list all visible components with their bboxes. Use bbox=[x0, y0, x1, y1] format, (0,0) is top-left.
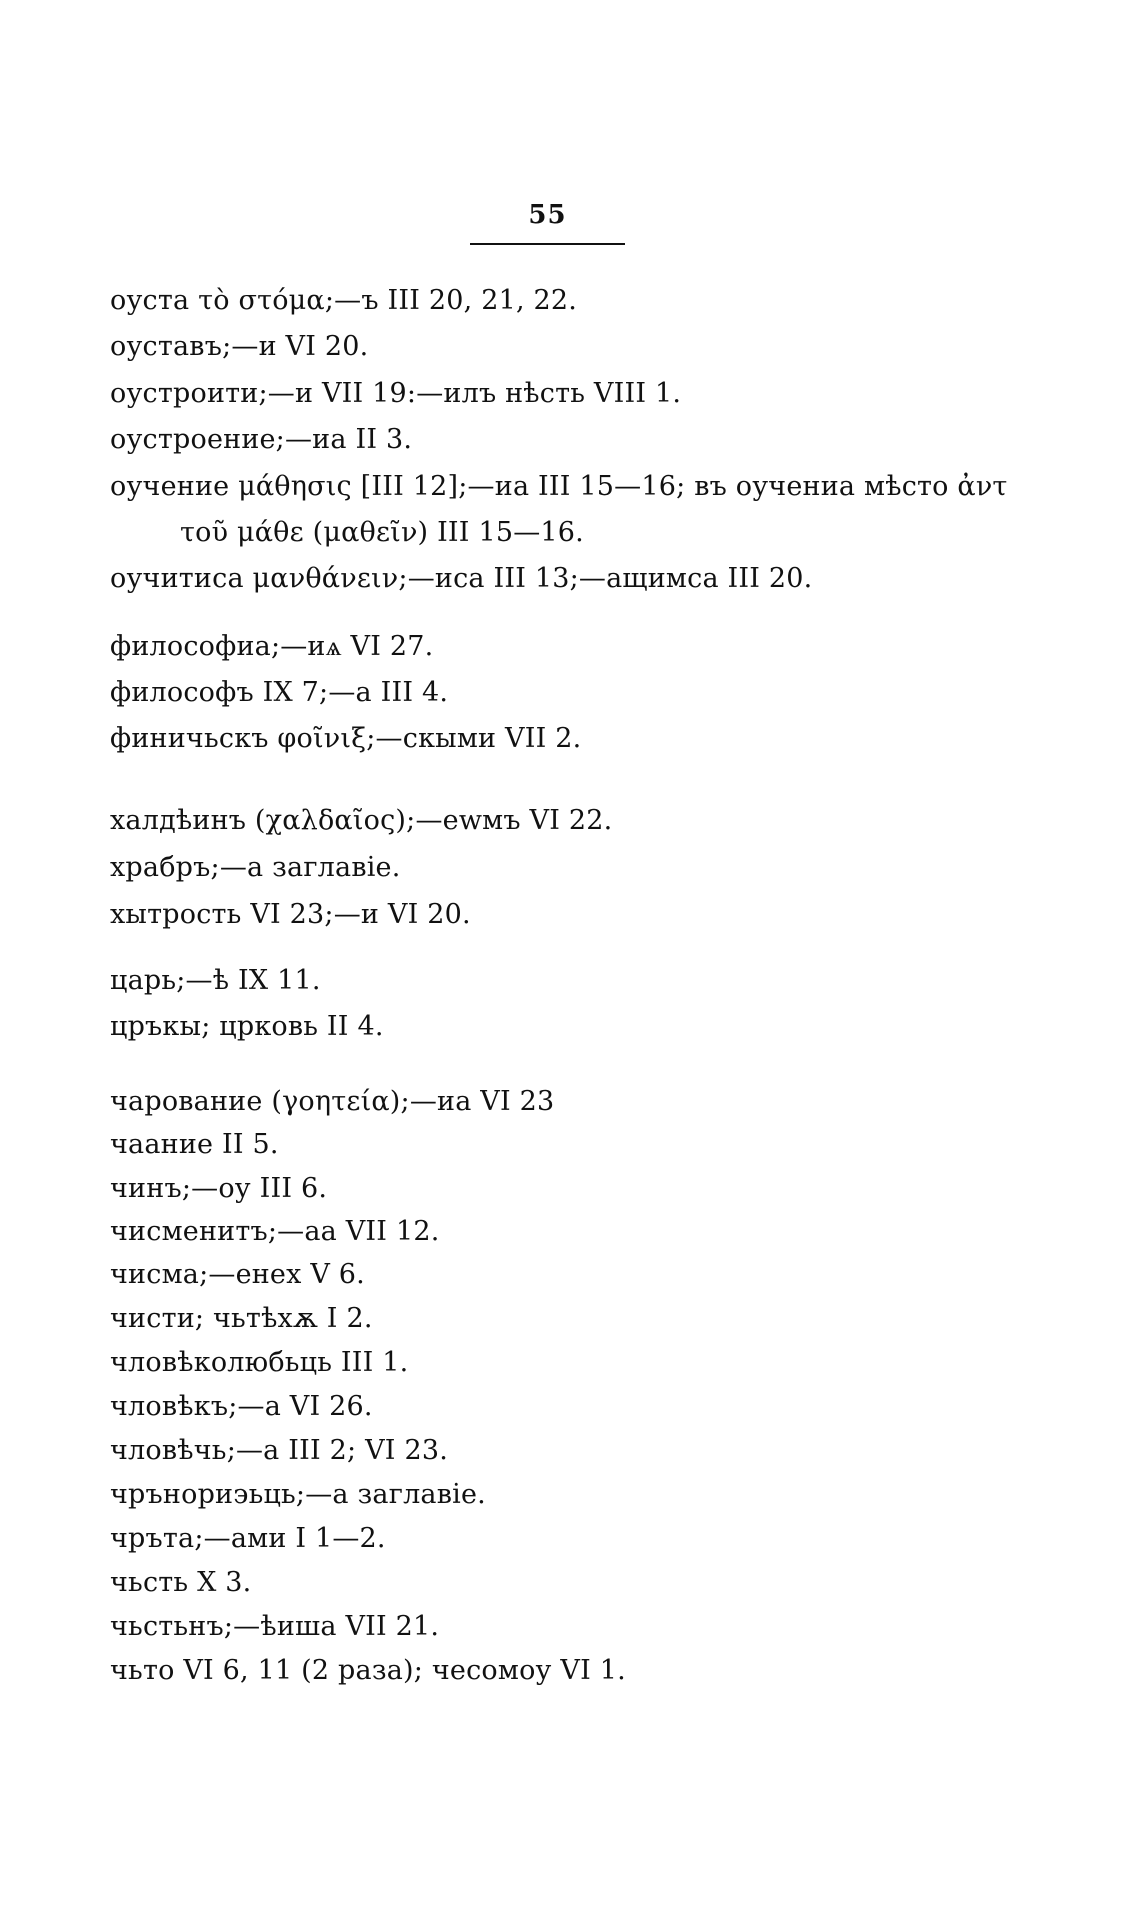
glossary-entry: чловѣколюбьць III 1. bbox=[110, 1347, 409, 1378]
glossary-entry: чарование (γοητεία);—иа VI 23 bbox=[110, 1086, 555, 1117]
glossary-entry: чьсть X 3. bbox=[110, 1567, 252, 1598]
glossary-entry: оучение μάθησις [III 12];—иа III 15—16; въ оучениа мѣсто ἀντ bbox=[110, 471, 1008, 502]
glossary-entry: чаание II 5. bbox=[110, 1129, 279, 1160]
glossary-entry-continuation: τοῦ μάθε (μαθεῖν) III 15—16. bbox=[180, 517, 584, 548]
glossary-entry: чисма;—енех V 6. bbox=[110, 1259, 365, 1290]
glossary-entry: чьстьнъ;—ѣиша VII 21. bbox=[110, 1611, 440, 1642]
page-number: 55 bbox=[528, 200, 567, 230]
glossary-entry: храбръ;—а заглавіе. bbox=[110, 852, 401, 883]
glossary-entry: чьто VI 6, 11 (2 раза); чесомоу VI 1. bbox=[110, 1655, 626, 1686]
glossary-entry: чрънориэьць;—а заглавіе. bbox=[110, 1479, 486, 1510]
glossary-entry: цръкы; црковь II 4. bbox=[110, 1011, 384, 1042]
glossary-entry: финичьскъ φοῖνιξ;—скыми VII 2. bbox=[110, 723, 582, 754]
glossary-entry: оуставъ;—и VI 20. bbox=[110, 331, 369, 362]
glossary-entry: оучитиса μανθάνειν;—иса III 13;—ащимса III 20. bbox=[110, 563, 813, 594]
glossary-entry: оустроение;—иа II 3. bbox=[110, 424, 413, 455]
glossary-entry: чловѣкъ;—а VI 26. bbox=[110, 1391, 373, 1422]
glossary-entry: чисти; чьтѣхѫ I 2. bbox=[110, 1303, 373, 1334]
glossary-entry: философъ IX 7;—а III 4. bbox=[110, 677, 449, 708]
glossary-entry: чисменитъ;—аа VII 12. bbox=[110, 1216, 440, 1247]
glossary-entry: царь;—ѣ IX 11. bbox=[110, 965, 321, 996]
glossary-entry: оуста τὸ στόμα;—ъ III 20, 21, 22. bbox=[110, 285, 578, 316]
glossary-entry: халдѣинъ (χαλδαῖος);—еwмъ VI 22. bbox=[110, 805, 613, 836]
glossary-entry: оустроити;—и VII 19:—илъ нѣсть VIII 1. bbox=[110, 378, 682, 409]
glossary-entry: чловѣчь;—а III 2; VI 23. bbox=[110, 1435, 448, 1466]
glossary-entry: чинъ;—оу III 6. bbox=[110, 1173, 328, 1204]
glossary-entry: чръта;—ами I 1—2. bbox=[110, 1523, 386, 1554]
glossary-entry: хытрость VI 23;—и VI 20. bbox=[110, 899, 471, 930]
glossary-entry: философиа;—иѧ VI 27. bbox=[110, 631, 434, 662]
